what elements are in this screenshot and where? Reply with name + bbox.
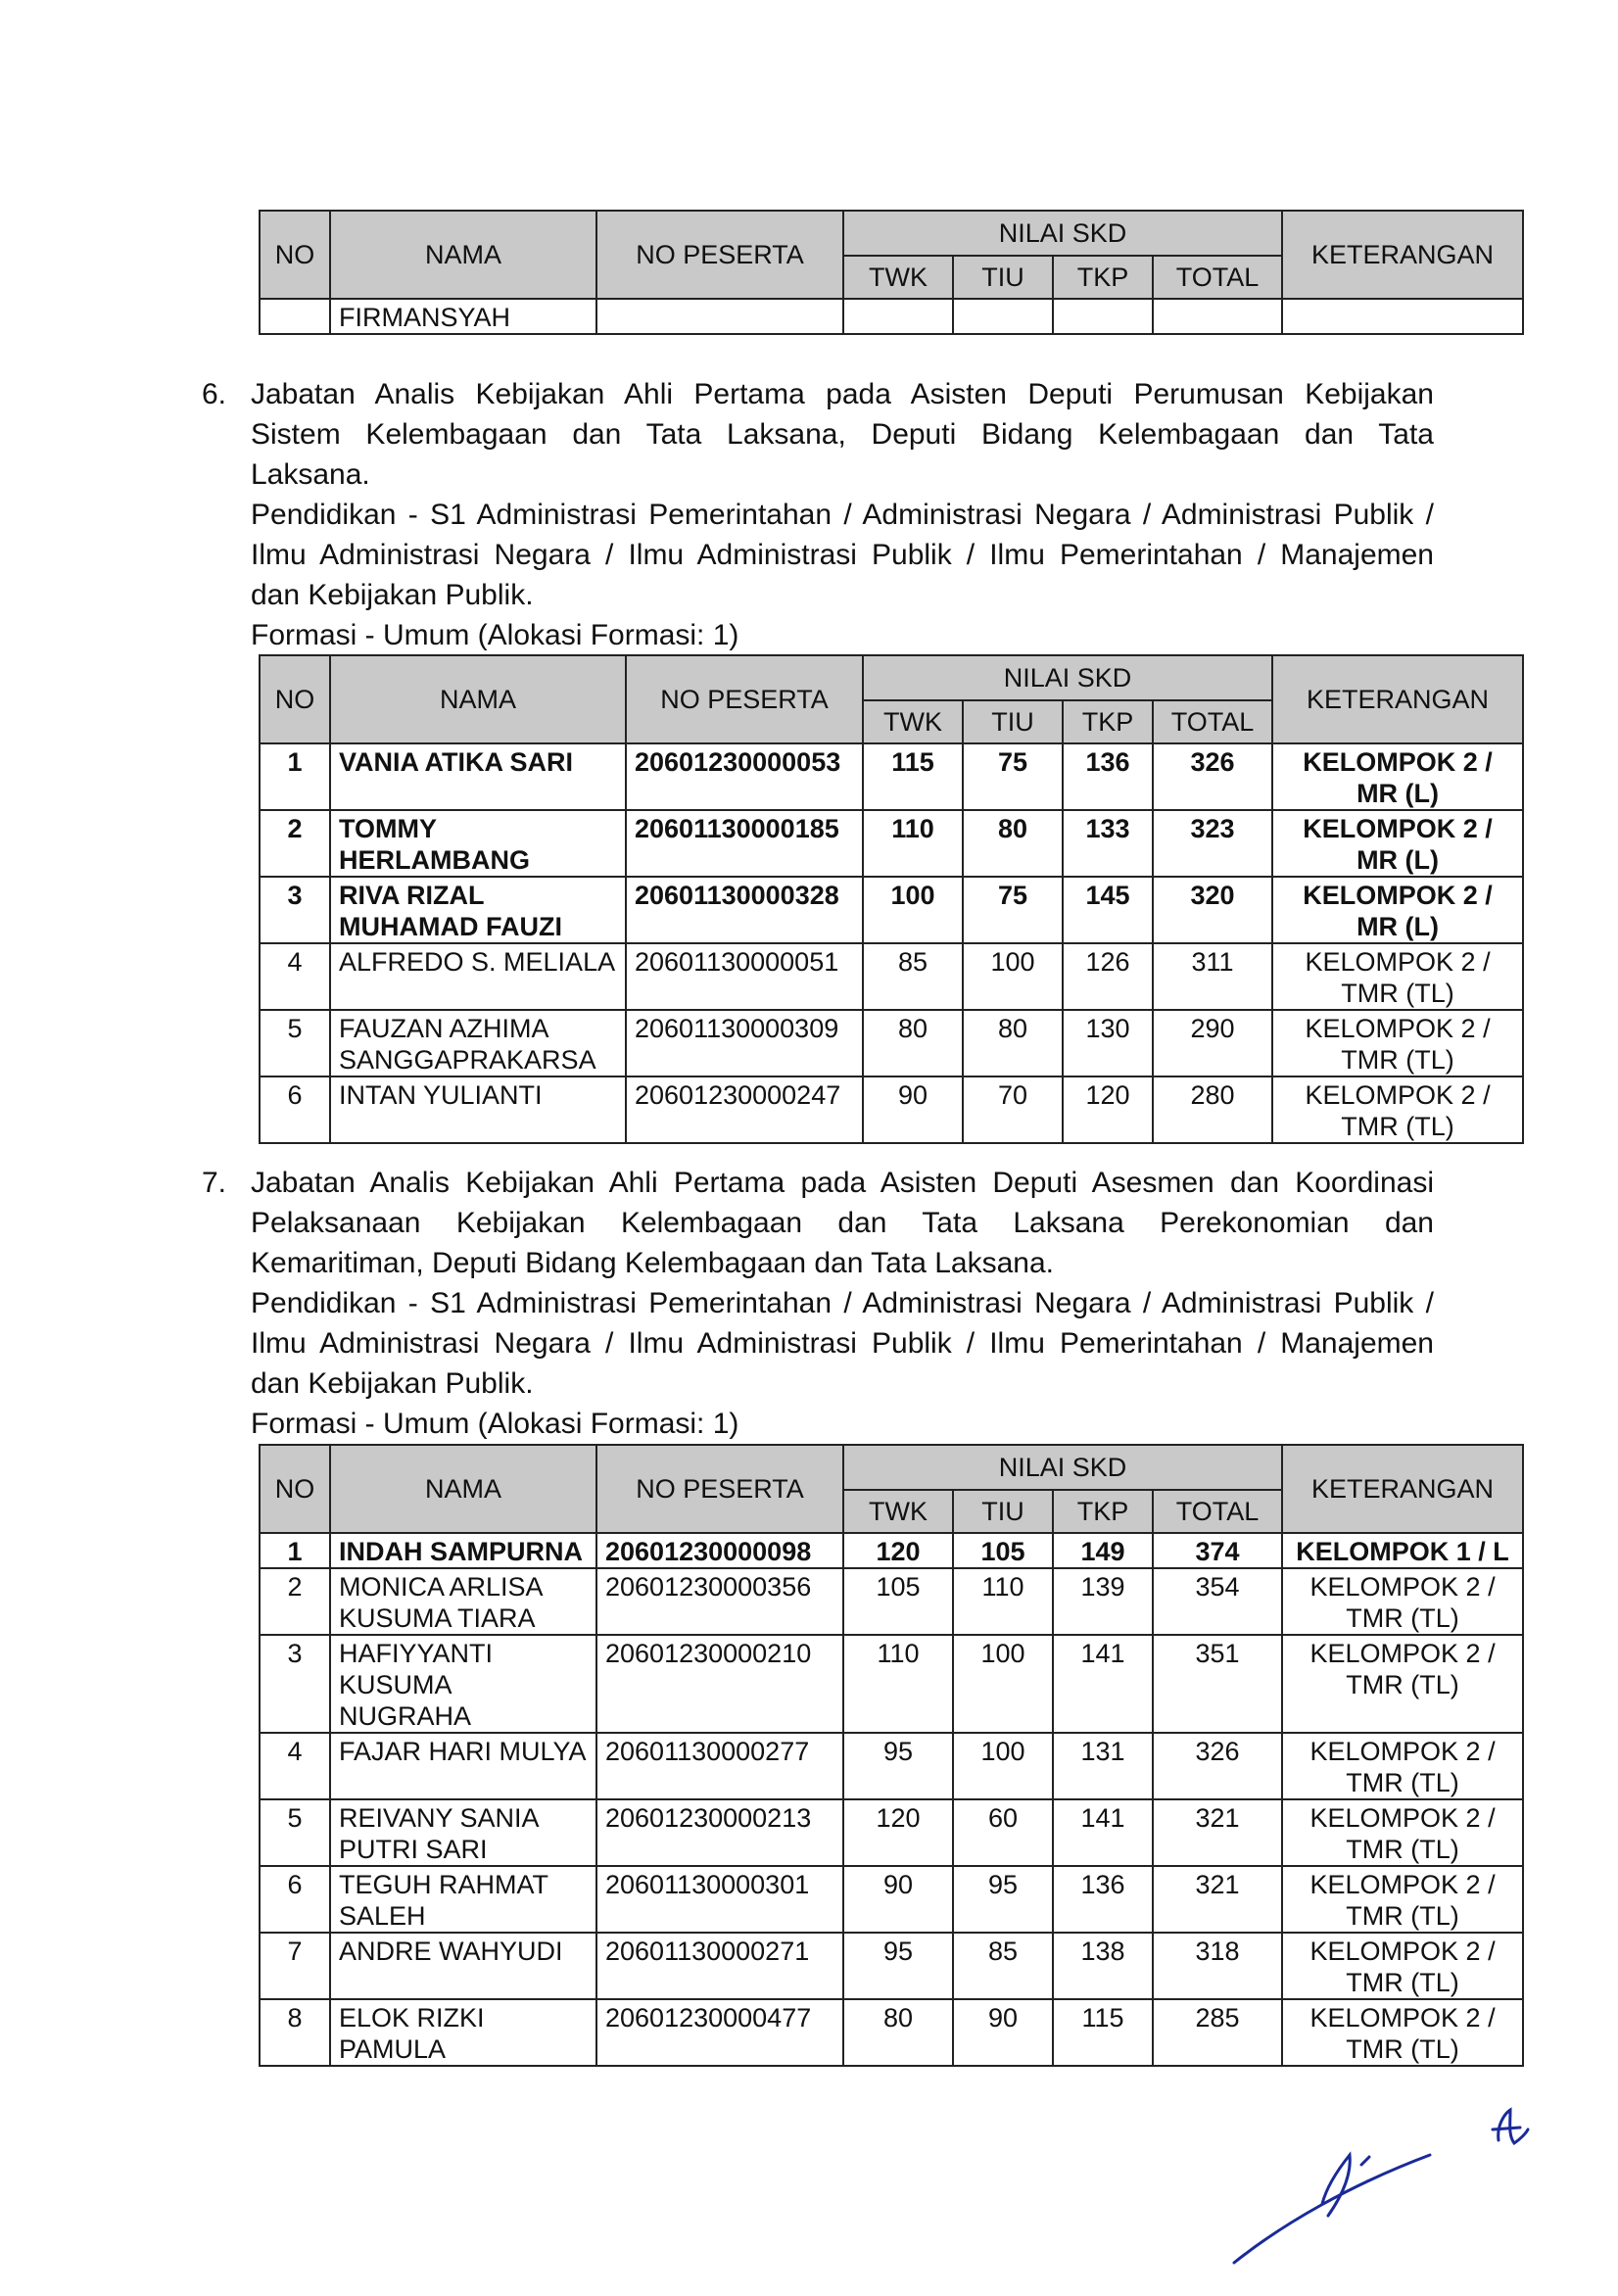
col-nilai-skd-header: NILAI SKD xyxy=(843,1445,1282,1490)
cell-tkp: 149 xyxy=(1053,1533,1153,1568)
cell-tkp: 141 xyxy=(1053,1635,1153,1733)
cell-no-peserta: 20601230000210 xyxy=(596,1635,843,1733)
cell-total: 354 xyxy=(1153,1568,1282,1635)
cell-twk: 85 xyxy=(863,943,963,1010)
cell-total: 326 xyxy=(1153,743,1272,810)
cell-keterangan: KELOMPOK 2 / TMR (TL) xyxy=(1272,1010,1523,1076)
table-row xyxy=(260,1866,1523,1933)
cell-total: 321 xyxy=(1153,1866,1282,1933)
col-tkp-header: TKP xyxy=(1053,256,1153,299)
cell-total: 280 xyxy=(1153,1076,1272,1143)
cell-no: 2 xyxy=(260,1568,330,1635)
cell-tiu: 95 xyxy=(953,1866,1053,1933)
cell-twk: 80 xyxy=(843,1999,953,2066)
col-no-peserta-header: NO PESERTA xyxy=(596,211,843,299)
cell-tiu: 75 xyxy=(963,877,1063,943)
cell-no-peserta xyxy=(596,299,843,334)
cell-total: 311 xyxy=(1153,943,1272,1010)
table-row xyxy=(260,743,1523,810)
cell-tiu: 80 xyxy=(963,1010,1063,1076)
cell-keterangan: KELOMPOK 2 / MR (L) xyxy=(1272,810,1523,877)
cell-nama: INDAH SAMPURNA xyxy=(330,1533,596,1568)
cell-no-peserta: 20601130000185 xyxy=(626,810,863,877)
col-nama-header: NAMA xyxy=(330,1445,596,1533)
cell-no-peserta: 20601230000213 xyxy=(596,1799,843,1866)
section-number: 6. xyxy=(202,378,227,410)
cell-no-peserta: 20601230000356 xyxy=(596,1568,843,1635)
cell-tiu xyxy=(953,299,1053,334)
col-total-header: TOTAL xyxy=(1153,700,1272,743)
cell-no-peserta: 20601130000328 xyxy=(626,877,863,943)
pendidikan-line: Pendidikan - S1 Administrasi Pemerintahan / Administrasi Negara / Administrasi Publik / xyxy=(251,1287,1434,1319)
section-6-text xyxy=(202,374,1434,655)
table-row xyxy=(260,1533,1523,1568)
cell-keterangan: KELOMPOK 2 / TMR (TL) xyxy=(1282,1733,1523,1799)
cell-tkp: 141 xyxy=(1053,1799,1153,1866)
col-tkp-header: TKP xyxy=(1063,700,1153,743)
cell-tiu: 85 xyxy=(953,1933,1053,1999)
cell-tkp: 131 xyxy=(1053,1733,1153,1799)
cell-total: 285 xyxy=(1153,1999,1282,2066)
pendidikan-line: Pendidikan - S1 Administrasi Pemerintahan / Administrasi Negara / Administrasi Publik / xyxy=(251,499,1434,531)
cell-tkp: 126 xyxy=(1063,943,1153,1010)
cell-nama: FIRMANSYAH xyxy=(330,299,596,334)
cell-no: 1 xyxy=(260,743,330,810)
cell-no: 5 xyxy=(260,1799,330,1866)
cell-total: 323 xyxy=(1153,810,1272,877)
cell-keterangan: KELOMPOK 2 / MR (L) xyxy=(1272,877,1523,943)
cell-no-peserta: 20601230000098 xyxy=(596,1533,843,1568)
pendidikan-line: Ilmu Administrasi Negara / Ilmu Administrasi Publik / Ilmu Pemerintahan / Manajemen xyxy=(251,1327,1434,1360)
table-row xyxy=(260,1076,1523,1143)
cell-tkp: 120 xyxy=(1063,1076,1153,1143)
cell-twk: 90 xyxy=(863,1076,963,1143)
col-total-header: TOTAL xyxy=(1153,256,1282,299)
skd-table-section-6 xyxy=(259,654,1524,1144)
cell-keterangan: KELOMPOK 2 / TMR (TL) xyxy=(1282,1799,1523,1866)
cell-total xyxy=(1153,299,1282,334)
cell-nama: ALFREDO S. MELIALA xyxy=(330,943,626,1010)
col-nilai-skd-header: NILAI SKD xyxy=(863,655,1272,700)
cell-no-peserta: 20601130000051 xyxy=(626,943,863,1010)
cell-tiu: 60 xyxy=(953,1799,1053,1866)
table-row xyxy=(260,299,1523,334)
cell-tiu: 75 xyxy=(963,743,1063,810)
section-7-text xyxy=(202,1163,1434,1444)
section-title-line: Sistem Kelembagaan dan Tata Laksana, Deputi Bidang Kelembagaan dan Tata xyxy=(251,418,1434,451)
cell-nama: ANDRE WAHYUDI xyxy=(330,1933,596,1999)
cell-tkp: 145 xyxy=(1063,877,1153,943)
cell-no-peserta: 20601230000247 xyxy=(626,1076,863,1143)
col-no-header: NO xyxy=(260,655,330,743)
cell-no: 2 xyxy=(260,810,330,877)
cell-no: 3 xyxy=(260,877,330,943)
cell-keterangan: KELOMPOK 2 / TMR (TL) xyxy=(1282,1635,1523,1733)
cell-tiu: 70 xyxy=(963,1076,1063,1143)
cell-tiu: 105 xyxy=(953,1533,1053,1568)
section-title-line: Jabatan Analis Kebijakan Ahli Pertama pada Asisten Deputi Asesmen dan Koordinasi xyxy=(251,1167,1434,1199)
cell-tkp xyxy=(1053,299,1153,334)
cell-twk: 90 xyxy=(843,1866,953,1933)
table-row xyxy=(260,1733,1523,1799)
cell-keterangan: KELOMPOK 1 / L xyxy=(1282,1533,1523,1568)
cell-twk: 95 xyxy=(843,1733,953,1799)
cell-keterangan: KELOMPOK 2 / TMR (TL) xyxy=(1282,1568,1523,1635)
pendidikan-line: dan Kebijakan Publik. xyxy=(251,579,534,611)
col-twk-header: TWK xyxy=(863,700,963,743)
col-nama-header: NAMA xyxy=(330,211,596,299)
cell-nama: FAJAR HARI MULYA xyxy=(330,1733,596,1799)
cell-twk: 105 xyxy=(843,1568,953,1635)
col-no-header: NO xyxy=(260,211,330,299)
cell-no-peserta: 20601230000053 xyxy=(626,743,863,810)
table-row xyxy=(260,1799,1523,1866)
cell-total: 290 xyxy=(1153,1010,1272,1076)
cell-no: 4 xyxy=(260,943,330,1010)
cell-no-peserta: 20601130000277 xyxy=(596,1733,843,1799)
cell-nama: HAFIYYANTI KUSUMA NUGRAHA xyxy=(330,1635,596,1733)
table-row xyxy=(260,943,1523,1010)
cell-keterangan xyxy=(1282,299,1523,334)
cell-no-peserta: 20601130000271 xyxy=(596,1933,843,1999)
col-no-peserta-header: NO PESERTA xyxy=(626,655,863,743)
cell-twk xyxy=(843,299,953,334)
col-no-peserta-header: NO PESERTA xyxy=(596,1445,843,1533)
formasi-line: Formasi - Umum (Alokasi Formasi: 1) xyxy=(251,1408,739,1440)
col-tiu-header: TIU xyxy=(953,1490,1053,1533)
cell-total: 320 xyxy=(1153,877,1272,943)
cell-keterangan: KELOMPOK 2 / TMR (TL) xyxy=(1282,1999,1523,2066)
cell-tiu: 110 xyxy=(953,1568,1053,1635)
table-row xyxy=(260,1010,1523,1076)
cell-no xyxy=(260,299,330,334)
table-row xyxy=(260,810,1523,877)
cell-total: 374 xyxy=(1153,1533,1282,1568)
cell-twk: 95 xyxy=(843,1933,953,1999)
table-row xyxy=(260,1568,1523,1635)
cell-nama: VANIA ATIKA SARI xyxy=(330,743,626,810)
cell-nama: RIVA RIZAL MUHAMAD FAUZI xyxy=(330,877,626,943)
cell-tiu: 100 xyxy=(953,1733,1053,1799)
cell-tiu: 90 xyxy=(953,1999,1053,2066)
cell-tkp: 136 xyxy=(1063,743,1153,810)
skd-table-continuation xyxy=(259,210,1524,335)
cell-no: 6 xyxy=(260,1076,330,1143)
cell-no: 7 xyxy=(260,1933,330,1999)
col-nama-header: NAMA xyxy=(330,655,626,743)
cell-tiu: 100 xyxy=(963,943,1063,1010)
pendidikan-line: Ilmu Administrasi Negara / Ilmu Administrasi Publik / Ilmu Pemerintahan / Manajemen xyxy=(251,539,1434,571)
cell-no-peserta: 20601130000301 xyxy=(596,1866,843,1933)
section-title-line: Kemaritiman, Deputi Bidang Kelembagaan dan Tata Laksana. xyxy=(251,1247,1054,1279)
section-title-line: Jabatan Analis Kebijakan Ahli Pertama pada Asisten Deputi Perumusan Kebijakan xyxy=(251,378,1434,410)
cell-tkp: 133 xyxy=(1063,810,1153,877)
section-title-line: Laksana. xyxy=(251,458,370,491)
cell-twk: 120 xyxy=(843,1799,953,1866)
skd-table-section-7 xyxy=(259,1444,1524,2067)
cell-keterangan: KELOMPOK 2 / TMR (TL) xyxy=(1272,1076,1523,1143)
cell-tiu: 80 xyxy=(963,810,1063,877)
cell-nama: INTAN YULIANTI xyxy=(330,1076,626,1143)
cell-total: 318 xyxy=(1153,1933,1282,1999)
cell-no: 3 xyxy=(260,1635,330,1733)
table-row xyxy=(260,1933,1523,1999)
cell-nama: REIVANY SANIA PUTRI SARI xyxy=(330,1799,596,1866)
cell-nama: MONICA ARLISA KUSUMA TIARA xyxy=(330,1568,596,1635)
cell-tkp: 136 xyxy=(1053,1866,1153,1933)
cell-nama: TOMMY HERLAMBANG xyxy=(330,810,626,877)
section-title-line: Pelaksanaan Kebijakan Kelembagaan dan Tata Laksana Perekonomian dan xyxy=(251,1207,1434,1239)
table-row xyxy=(260,877,1523,943)
cell-tkp: 115 xyxy=(1053,1999,1153,2066)
cell-twk: 120 xyxy=(843,1533,953,1568)
cell-twk: 110 xyxy=(863,810,963,877)
cell-no: 5 xyxy=(260,1010,330,1076)
cell-tiu: 100 xyxy=(953,1635,1053,1733)
col-twk-header: TWK xyxy=(843,256,953,299)
col-keterangan-header: KETERANGAN xyxy=(1282,211,1523,299)
cell-tkp: 130 xyxy=(1063,1010,1153,1076)
col-total-header: TOTAL xyxy=(1153,1490,1282,1533)
cell-twk: 100 xyxy=(863,877,963,943)
pendidikan-line: dan Kebijakan Publik. xyxy=(251,1367,534,1400)
cell-nama: FAUZAN AZHIMA SANGGAPRAKARSA xyxy=(330,1010,626,1076)
col-keterangan-header: KETERANGAN xyxy=(1282,1445,1523,1533)
table-row xyxy=(260,1999,1523,2066)
cell-total: 321 xyxy=(1153,1799,1282,1866)
cell-no: 4 xyxy=(260,1733,330,1799)
signature-initials xyxy=(1205,2106,1538,2272)
cell-twk: 80 xyxy=(863,1010,963,1076)
col-no-header: NO xyxy=(260,1445,330,1533)
cell-twk: 110 xyxy=(843,1635,953,1733)
cell-nama: TEGUH RAHMAT SALEH xyxy=(330,1866,596,1933)
cell-keterangan: KELOMPOK 2 / MR (L) xyxy=(1272,743,1523,810)
section-number: 7. xyxy=(202,1167,227,1199)
col-tiu-header: TIU xyxy=(953,256,1053,299)
col-tiu-header: TIU xyxy=(963,700,1063,743)
cell-total: 326 xyxy=(1153,1733,1282,1799)
formasi-line: Formasi - Umum (Alokasi Formasi: 1) xyxy=(251,619,739,651)
cell-no: 6 xyxy=(260,1866,330,1933)
col-twk-header: TWK xyxy=(843,1490,953,1533)
col-tkp-header: TKP xyxy=(1053,1490,1153,1533)
cell-no: 1 xyxy=(260,1533,330,1568)
cell-twk: 115 xyxy=(863,743,963,810)
cell-no-peserta: 20601230000477 xyxy=(596,1999,843,2066)
cell-tkp: 138 xyxy=(1053,1933,1153,1999)
table-row xyxy=(260,1635,1523,1733)
cell-nama: ELOK RIZKI PAMULA xyxy=(330,1999,596,2066)
cell-tkp: 139 xyxy=(1053,1568,1153,1635)
cell-keterangan: KELOMPOK 2 / TMR (TL) xyxy=(1282,1866,1523,1933)
col-keterangan-header: KETERANGAN xyxy=(1272,655,1523,743)
cell-keterangan: KELOMPOK 2 / TMR (TL) xyxy=(1282,1933,1523,1999)
cell-no-peserta: 20601130000309 xyxy=(626,1010,863,1076)
cell-no: 8 xyxy=(260,1999,330,2066)
cell-total: 351 xyxy=(1153,1635,1282,1733)
col-nilai-skd-header: NILAI SKD xyxy=(843,211,1282,256)
cell-keterangan: KELOMPOK 2 / TMR (TL) xyxy=(1272,943,1523,1010)
